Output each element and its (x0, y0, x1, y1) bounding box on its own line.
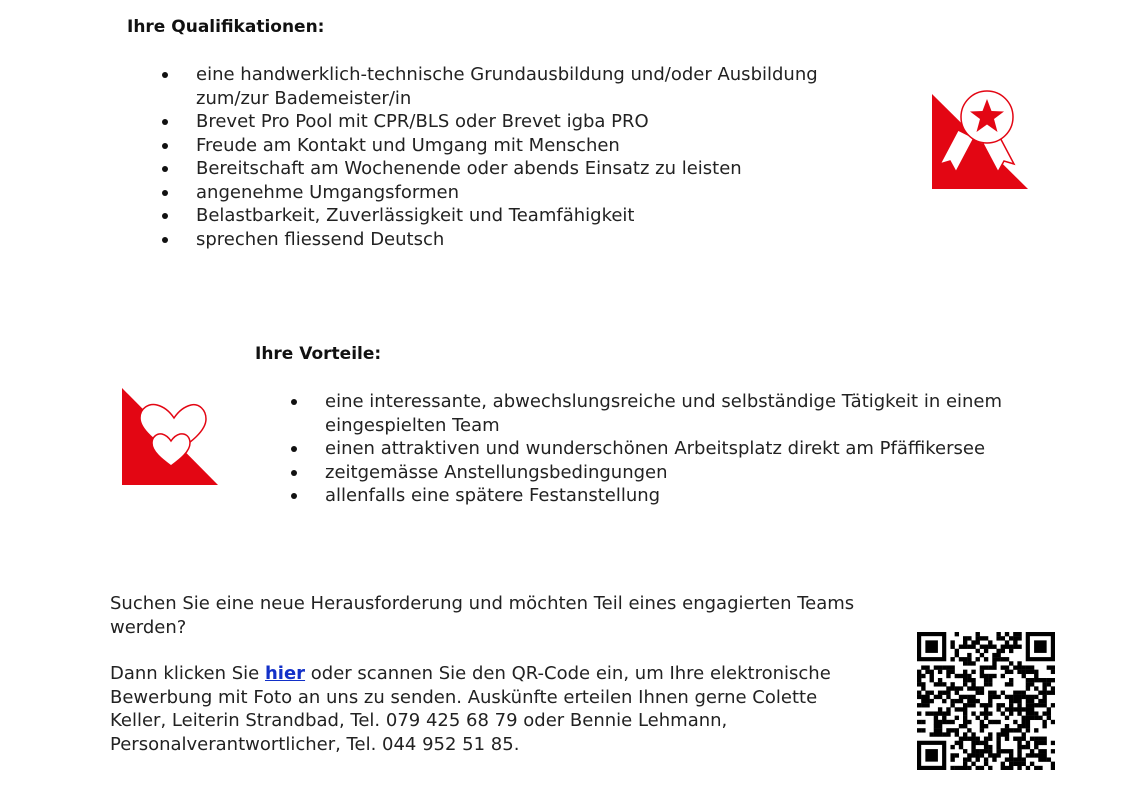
vorteile-heading: Ihre Vorteile: (255, 344, 382, 364)
qualifikationen-list (160, 63, 860, 251)
list-item: zeitgemässe Anstellungsbedingungen (289, 461, 1019, 485)
closing-apply-text (110, 662, 850, 756)
apply-prefix: Dann klicken Sie (110, 663, 260, 684)
list-item: Brevet Pro Pool mit CPR/BLS oder Brevet igba PRO (160, 110, 860, 134)
apply-suffix: oder scannen Sie den QR-Code ein, um Ihre elektronische Bewerbung mit Foto an uns zu senden. Auskünfte erteilen Ihnen gerne Colette Keller, Leiterin Strandbad, Tel. 079 425 68 79 oder Bennie Lehmann, Personalverantwortlicher, Tel. 044 952 51 85. (110, 663, 831, 755)
qualifikationen-heading: Ihre Qualifikationen: (127, 17, 325, 37)
list-item: eine handwerklich-technische Grundausbildung und/oder Ausbildung zum/zur Bademeister/in (160, 63, 860, 110)
list-item: Belastbarkeit, Zuverlässigkeit und Teamfähigkeit (160, 204, 860, 228)
list-item: angenehme Umgangsformen (160, 181, 860, 205)
hearts-icon (120, 386, 220, 486)
list-item: eine interessante, abwechslungsreiche und selbständige Tätigkeit in einem eingespielten Team (289, 390, 1019, 437)
award-ribbon-icon (930, 88, 1030, 190)
list-item: Freude am Kontakt und Umgang mit Menschen (160, 134, 860, 158)
list-item: Bereitschaft am Wochenende oder abends Einsatz zu leisten (160, 157, 860, 181)
apply-link[interactable]: hier (264, 663, 306, 684)
qr-code[interactable] (917, 632, 1055, 770)
vorteile-list (289, 390, 1019, 508)
list-item: sprechen fliessend Deutsch (160, 228, 860, 252)
closing-question: Suchen Sie eine neue Herausforderung und möchten Teil eines engagierten Teams werden? (110, 593, 855, 638)
list-item: einen attraktiven und wunderschönen Arbeitsplatz direkt am Pfäffikersee (289, 437, 1019, 461)
list-item: allenfalls eine spätere Festanstellung (289, 484, 1019, 508)
